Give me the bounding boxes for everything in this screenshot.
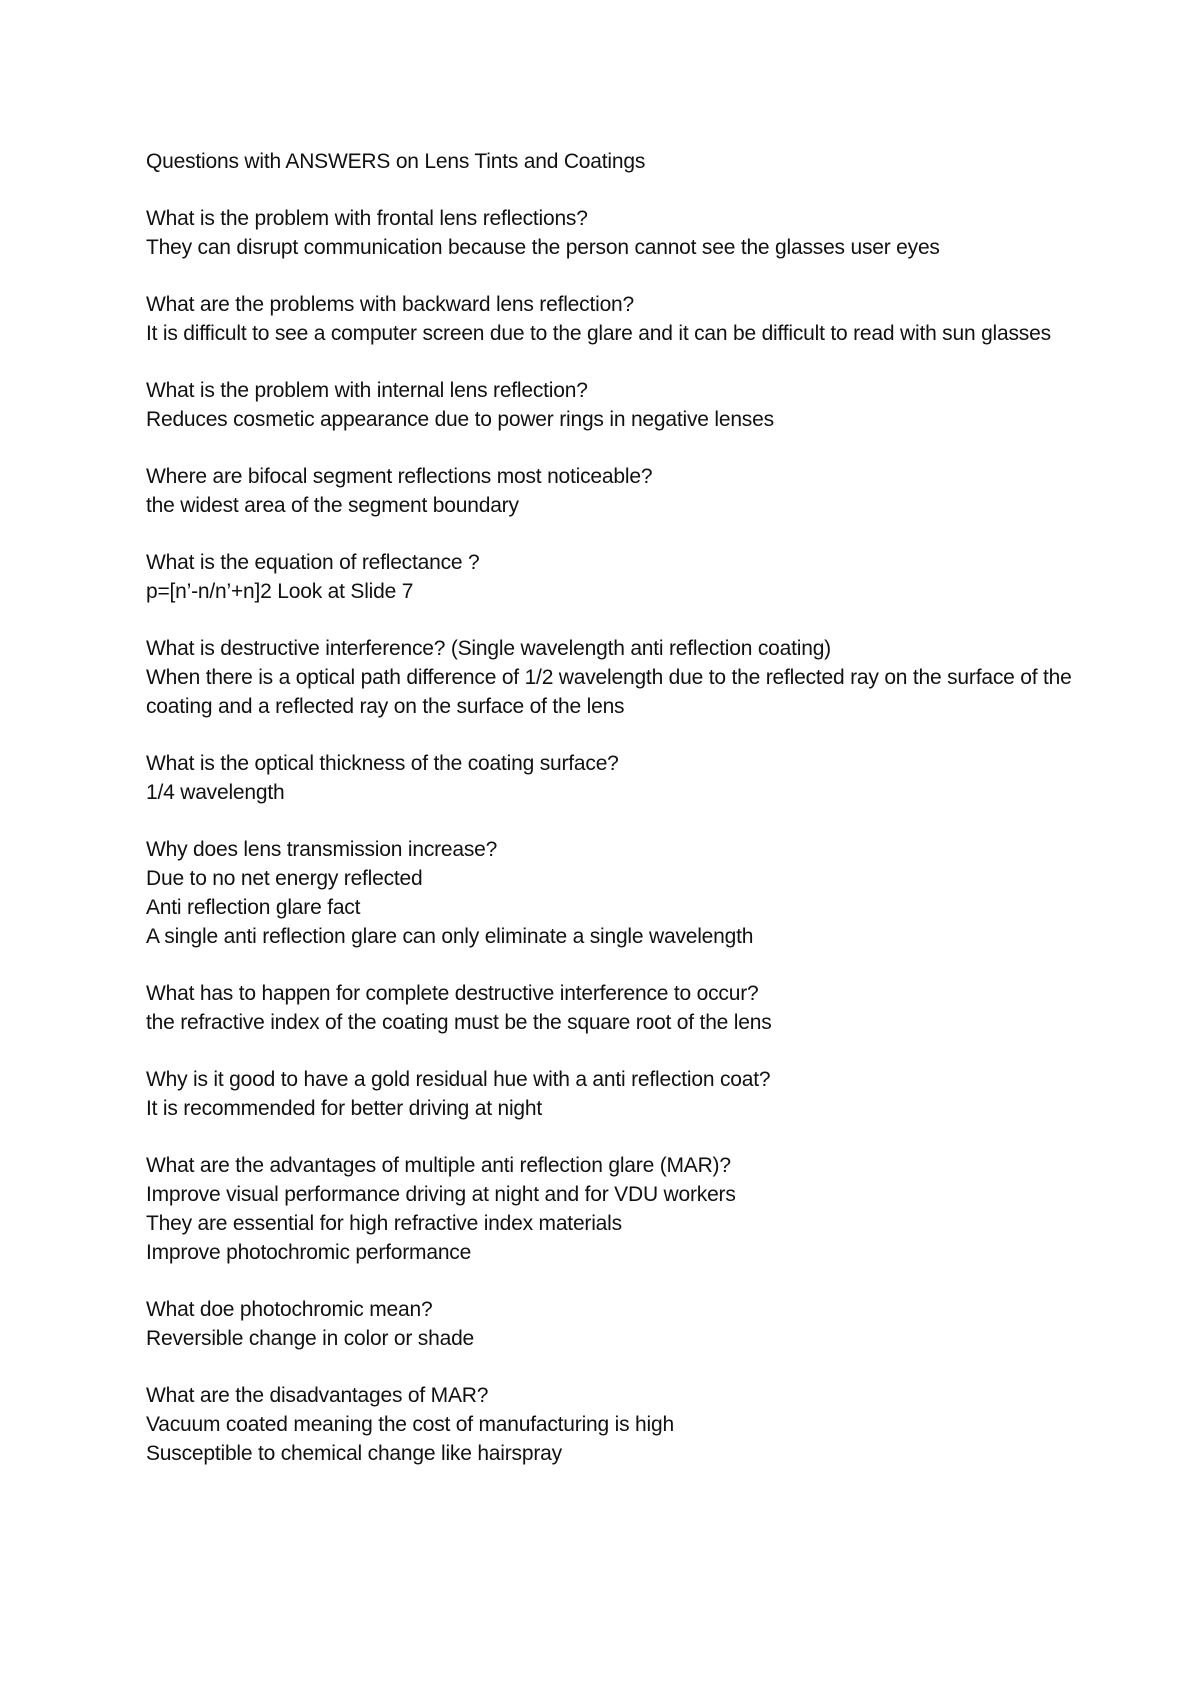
question-text: Why is it good to have a gold residual hue with a anti reflection coat? xyxy=(146,1068,771,1091)
answer-text: Anti reflection glare fact xyxy=(146,896,361,919)
question-text: What doe photochromic mean? xyxy=(146,1298,433,1321)
qa-block xyxy=(146,1381,1086,1468)
question-text: Why does lens transmission increase? xyxy=(146,838,498,861)
answer-text: It is recommended for better driving at night xyxy=(146,1097,543,1120)
question-text: What is destructive interference? (Single wavelength anti reflection coating) xyxy=(146,637,831,660)
answer-text: p=[n’-n/n’+n]2 Look at Slide 7 xyxy=(146,580,414,603)
qa-block xyxy=(146,376,1086,434)
question-text: What is the problem with frontal lens reflections? xyxy=(146,207,588,230)
question-text: What has to happen for complete destructive interference to occur? xyxy=(146,982,759,1005)
qa-block xyxy=(146,204,1086,262)
answer-text: A single anti reflection glare can only eliminate a single wavelength xyxy=(146,925,754,948)
answer-text: the widest area of the segment boundary xyxy=(146,494,519,517)
answer-text: They are essential for high refractive index materials xyxy=(146,1212,622,1235)
answer-text: Reduces cosmetic appearance due to power rings in negative lenses xyxy=(146,408,774,431)
qa-block xyxy=(146,634,1086,721)
answer-text: the refractive index of the coating must be the square root of the lens xyxy=(146,1011,772,1034)
answer-text: When there is a optical path difference of 1/2 wavelength due to the reflected ray on the surface of the coating and a reflected ray on the surface of the lens xyxy=(146,666,1072,718)
qa-block xyxy=(146,290,1086,348)
answer-text: Improve visual performance driving at night and for VDU workers xyxy=(146,1183,736,1206)
qa-block xyxy=(146,1151,1086,1267)
document-body xyxy=(146,147,1086,1496)
qa-block xyxy=(146,1065,1086,1123)
qa-block xyxy=(146,1295,1086,1353)
question-text: What are the advantages of multiple anti reflection glare (MAR)? xyxy=(146,1154,731,1177)
answer-text: They can disrupt communication because the person cannot see the glasses user eyes xyxy=(146,236,940,259)
document-title: Questions with ANSWERS on Lens Tints and Coatings xyxy=(146,150,646,173)
question-text: What is the equation of reflectance ? xyxy=(146,551,480,574)
question-text: What are the problems with backward lens reflection? xyxy=(146,293,635,316)
question-text: What are the disadvantages of MAR? xyxy=(146,1384,489,1407)
answer-text: 1/4 wavelength xyxy=(146,781,285,804)
qa-block xyxy=(146,462,1086,520)
answer-text: Susceptible to chemical change like hairspray xyxy=(146,1442,562,1465)
qa-block xyxy=(146,979,1086,1037)
qa-block xyxy=(146,749,1086,807)
question-text: What is the optical thickness of the coating surface? xyxy=(146,752,619,775)
question-text: Where are bifocal segment reflections most noticeable? xyxy=(146,465,653,488)
answer-text: Improve photochromic performance xyxy=(146,1241,472,1264)
answer-text: It is difficult to see a computer screen due to the glare and it can be difficult to read with sun glasses xyxy=(146,322,1051,345)
answer-text: Reversible change in color or shade xyxy=(146,1327,475,1350)
question-text: What is the problem with internal lens reflection? xyxy=(146,379,588,402)
qa-block xyxy=(146,835,1086,951)
qa-block xyxy=(146,548,1086,606)
answer-text: Due to no net energy reflected xyxy=(146,867,423,890)
answer-text: Vacuum coated meaning the cost of manufacturing is high xyxy=(146,1413,674,1436)
